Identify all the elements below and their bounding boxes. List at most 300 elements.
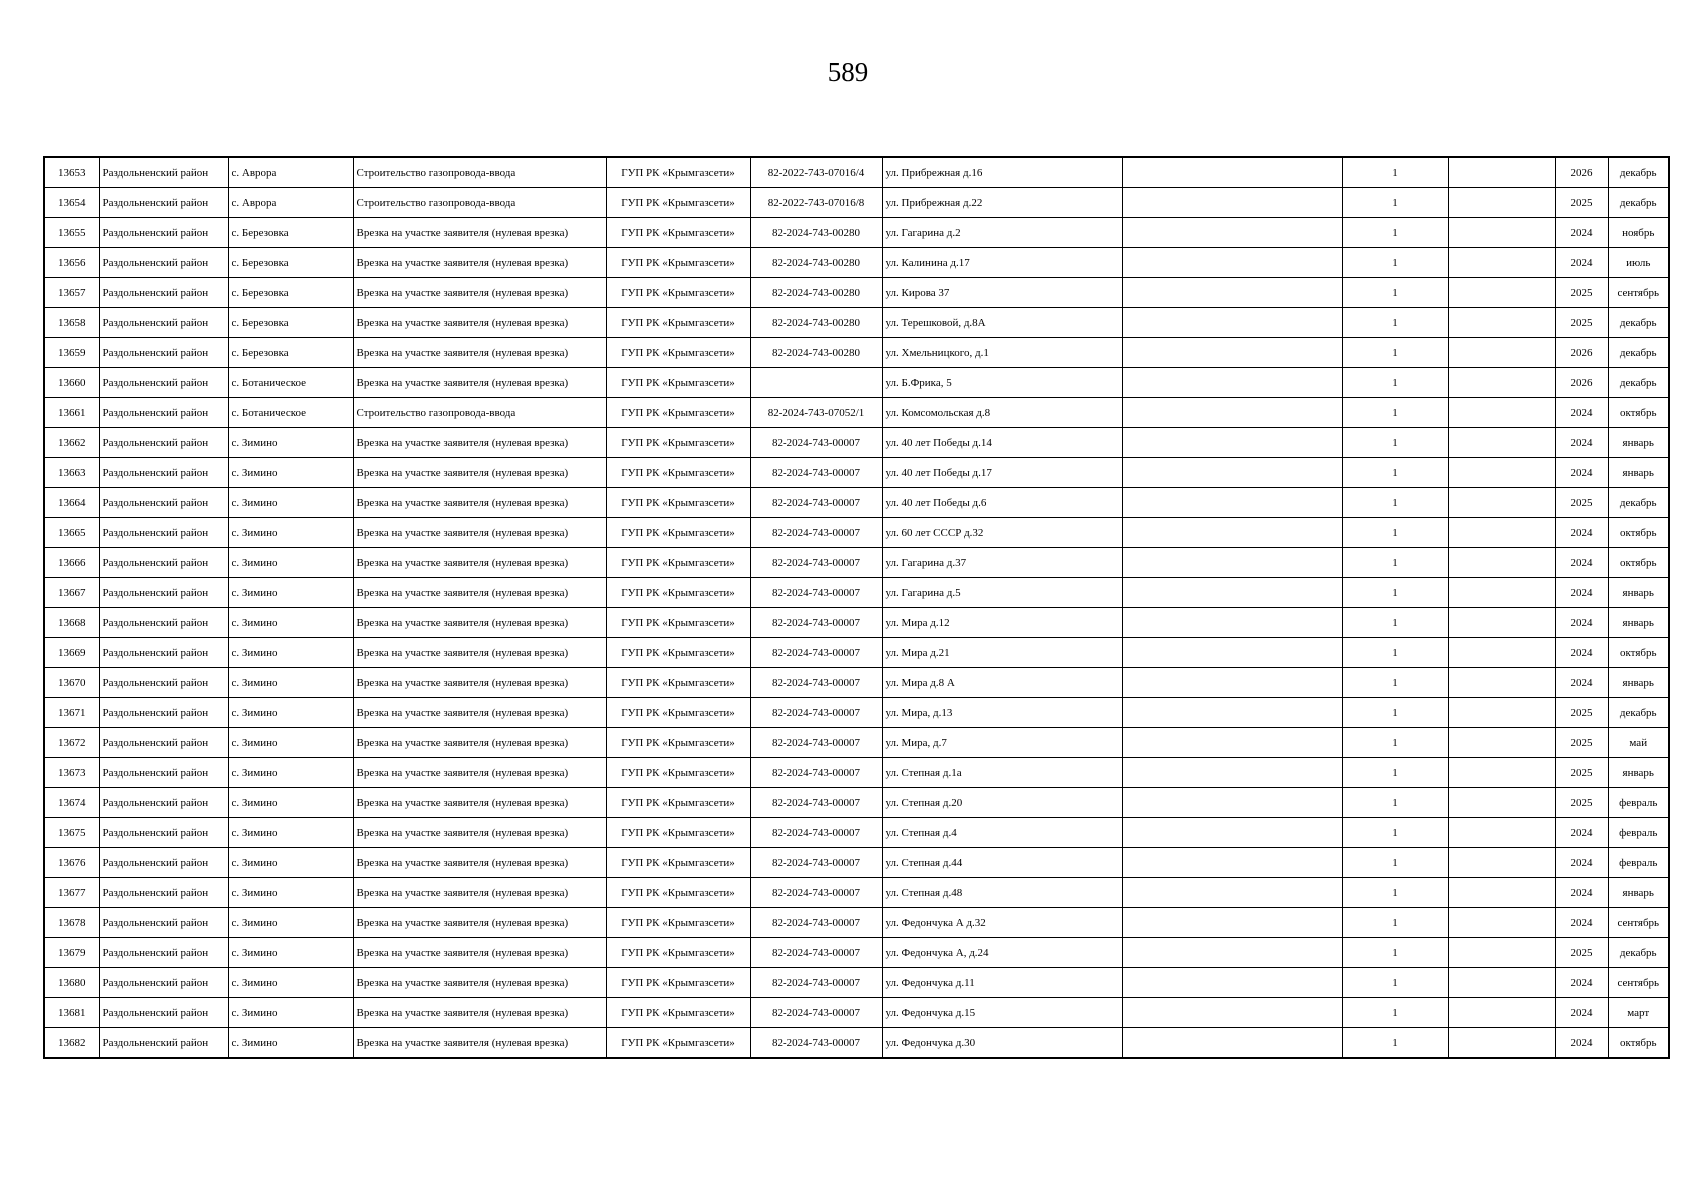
cell-year: 2024	[1555, 218, 1608, 248]
cell-work-type: Врезка на участке заявителя (нулевая врезка)	[353, 608, 606, 638]
cell-request-code: 82-2024-743-00007	[750, 428, 882, 458]
cell-organization: ГУП РК «Крымгазсети»	[606, 998, 750, 1028]
cell-settlement: с. Зимино	[228, 428, 353, 458]
page-number: 589	[827, 57, 869, 87]
cell-number: 13669	[44, 638, 99, 668]
cell-organization: ГУП РК «Крымгазсети»	[606, 578, 750, 608]
cell-work-type: Врезка на участке заявителя (нулевая врезка)	[353, 308, 606, 338]
table-row	[44, 398, 1669, 428]
cell-address: ул. Гагарина д.37	[882, 548, 1122, 578]
cell-month: март	[1608, 998, 1669, 1028]
cell-address: ул. 60 лет СССР д.32	[882, 518, 1122, 548]
cell-organization: ГУП РК «Крымгазсети»	[606, 157, 750, 188]
cell-empty	[1122, 728, 1342, 758]
cell-settlement: с. Зимино	[228, 1028, 353, 1059]
cell-settlement: с. Ботаническое	[228, 368, 353, 398]
cell-district: Раздольненский район	[99, 338, 228, 368]
cell-quantity: 1	[1342, 338, 1448, 368]
cell-work-type: Врезка на участке заявителя (нулевая врезка)	[353, 428, 606, 458]
cell-month: октябрь	[1608, 398, 1669, 428]
cell-year: 2024	[1555, 908, 1608, 938]
cell-empty	[1122, 458, 1342, 488]
cell-empty	[1448, 698, 1555, 728]
cell-year: 2024	[1555, 518, 1608, 548]
cell-empty	[1448, 308, 1555, 338]
cell-settlement: с. Березовка	[228, 218, 353, 248]
cell-request-code: 82-2024-743-00007	[750, 488, 882, 518]
cell-request-code: 82-2024-743-00007	[750, 518, 882, 548]
cell-number: 13681	[44, 998, 99, 1028]
cell-request-code: 82-2024-743-00007	[750, 638, 882, 668]
cell-month: декабрь	[1608, 698, 1669, 728]
table-row	[44, 1028, 1669, 1059]
cell-quantity: 1	[1342, 1028, 1448, 1059]
cell-empty	[1448, 788, 1555, 818]
cell-settlement: с. Аврора	[228, 188, 353, 218]
cell-request-code: 82-2024-743-00007	[750, 1028, 882, 1059]
cell-work-type: Врезка на участке заявителя (нулевая врезка)	[353, 668, 606, 698]
cell-settlement: с. Зимино	[228, 938, 353, 968]
cell-work-type: Врезка на участке заявителя (нулевая врезка)	[353, 338, 606, 368]
cell-number: 13666	[44, 548, 99, 578]
cell-empty	[1448, 1028, 1555, 1059]
cell-address: ул. Мира, д.7	[882, 728, 1122, 758]
cell-number: 13672	[44, 728, 99, 758]
cell-settlement: с. Зимино	[228, 488, 353, 518]
cell-request-code: 82-2024-743-00280	[750, 338, 882, 368]
table-row	[44, 248, 1669, 278]
cell-organization: ГУП РК «Крымгазсети»	[606, 848, 750, 878]
cell-month: январь	[1608, 458, 1669, 488]
table-row	[44, 788, 1669, 818]
cell-year: 2024	[1555, 1028, 1608, 1059]
cell-request-code: 82-2024-743-00007	[750, 758, 882, 788]
cell-number: 13661	[44, 398, 99, 428]
cell-empty	[1122, 698, 1342, 728]
cell-month: октябрь	[1608, 638, 1669, 668]
cell-number: 13678	[44, 908, 99, 938]
table-body	[44, 157, 1669, 1058]
cell-organization: ГУП РК «Крымгазсети»	[606, 938, 750, 968]
cell-district: Раздольненский район	[99, 188, 228, 218]
cell-empty	[1448, 188, 1555, 218]
cell-year: 2025	[1555, 698, 1608, 728]
cell-quantity: 1	[1342, 878, 1448, 908]
gas-connection-table	[43, 156, 1670, 1059]
cell-empty	[1122, 938, 1342, 968]
cell-work-type: Врезка на участке заявителя (нулевая врезка)	[353, 578, 606, 608]
cell-empty	[1122, 308, 1342, 338]
cell-address: ул. Прибрежная д.16	[882, 157, 1122, 188]
cell-request-code: 82-2024-743-00007	[750, 998, 882, 1028]
cell-address: ул. Федончука А, д.24	[882, 938, 1122, 968]
cell-empty	[1122, 668, 1342, 698]
table-row	[44, 998, 1669, 1028]
cell-settlement: с. Зимино	[228, 608, 353, 638]
cell-district: Раздольненский район	[99, 698, 228, 728]
table-row	[44, 668, 1669, 698]
cell-address: ул. Прибрежная д.22	[882, 188, 1122, 218]
cell-organization: ГУП РК «Крымгазсети»	[606, 788, 750, 818]
cell-number: 13667	[44, 578, 99, 608]
cell-number: 13659	[44, 338, 99, 368]
cell-work-type: Врезка на участке заявителя (нулевая врезка)	[353, 698, 606, 728]
cell-empty	[1122, 638, 1342, 668]
cell-organization: ГУП РК «Крымгазсети»	[606, 518, 750, 548]
cell-organization: ГУП РК «Крымгазсети»	[606, 458, 750, 488]
cell-empty	[1448, 578, 1555, 608]
cell-organization: ГУП РК «Крымгазсети»	[606, 968, 750, 998]
cell-settlement: с. Ботаническое	[228, 398, 353, 428]
cell-month: декабрь	[1608, 157, 1669, 188]
cell-year: 2024	[1555, 578, 1608, 608]
cell-district: Раздольненский район	[99, 938, 228, 968]
table-row	[44, 338, 1669, 368]
cell-year: 2024	[1555, 248, 1608, 278]
cell-empty	[1448, 758, 1555, 788]
cell-quantity: 1	[1342, 548, 1448, 578]
cell-month: июль	[1608, 248, 1669, 278]
cell-empty	[1122, 518, 1342, 548]
cell-number: 13670	[44, 668, 99, 698]
cell-district: Раздольненский район	[99, 608, 228, 638]
cell-year: 2025	[1555, 788, 1608, 818]
cell-organization: ГУП РК «Крымгазсети»	[606, 428, 750, 458]
cell-settlement: с. Березовка	[228, 338, 353, 368]
cell-request-code: 82-2024-743-00007	[750, 668, 882, 698]
cell-organization: ГУП РК «Крымгазсети»	[606, 908, 750, 938]
cell-settlement: с. Березовка	[228, 248, 353, 278]
cell-settlement: с. Зимино	[228, 518, 353, 548]
cell-quantity: 1	[1342, 458, 1448, 488]
cell-organization: ГУП РК «Крымгазсети»	[606, 548, 750, 578]
cell-settlement: с. Зимино	[228, 848, 353, 878]
table-row	[44, 458, 1669, 488]
cell-month: февраль	[1608, 788, 1669, 818]
table-row	[44, 968, 1669, 998]
cell-work-type: Врезка на участке заявителя (нулевая врезка)	[353, 968, 606, 998]
cell-empty	[1448, 368, 1555, 398]
cell-empty	[1122, 1028, 1342, 1059]
cell-district: Раздольненский район	[99, 998, 228, 1028]
cell-district: Раздольненский район	[99, 638, 228, 668]
cell-work-type: Врезка на участке заявителя (нулевая врезка)	[353, 248, 606, 278]
cell-organization: ГУП РК «Крымгазсети»	[606, 488, 750, 518]
cell-organization: ГУП РК «Крымгазсети»	[606, 638, 750, 668]
cell-month: сентябрь	[1608, 278, 1669, 308]
cell-organization: ГУП РК «Крымгазсети»	[606, 728, 750, 758]
cell-quantity: 1	[1342, 278, 1448, 308]
cell-address: ул. Степная д.20	[882, 788, 1122, 818]
cell-quantity: 1	[1342, 938, 1448, 968]
cell-number: 13654	[44, 188, 99, 218]
cell-request-code: 82-2024-743-00007	[750, 878, 882, 908]
cell-district: Раздольненский район	[99, 728, 228, 758]
table-row	[44, 818, 1669, 848]
cell-district: Раздольненский район	[99, 428, 228, 458]
cell-address: ул. Федончука д.15	[882, 998, 1122, 1028]
cell-settlement: с. Зимино	[228, 638, 353, 668]
cell-quantity: 1	[1342, 368, 1448, 398]
table-row	[44, 698, 1669, 728]
cell-address: ул. Комсомольская д.8	[882, 398, 1122, 428]
cell-empty	[1448, 908, 1555, 938]
cell-year: 2025	[1555, 278, 1608, 308]
cell-month: январь	[1608, 878, 1669, 908]
cell-empty	[1122, 428, 1342, 458]
cell-work-type: Строительство газопровода-ввода	[353, 398, 606, 428]
cell-number: 13658	[44, 308, 99, 338]
cell-month: октябрь	[1608, 548, 1669, 578]
cell-district: Раздольненский район	[99, 878, 228, 908]
cell-district: Раздольненский район	[99, 368, 228, 398]
cell-organization: ГУП РК «Крымгазсети»	[606, 368, 750, 398]
cell-number: 13657	[44, 278, 99, 308]
cell-quantity: 1	[1342, 488, 1448, 518]
cell-empty	[1448, 848, 1555, 878]
cell-empty	[1122, 908, 1342, 938]
cell-address: ул. Мира д.8 А	[882, 668, 1122, 698]
cell-empty	[1448, 608, 1555, 638]
cell-work-type: Врезка на участке заявителя (нулевая врезка)	[353, 788, 606, 818]
cell-number: 13653	[44, 157, 99, 188]
cell-year: 2024	[1555, 458, 1608, 488]
cell-number: 13655	[44, 218, 99, 248]
table-row	[44, 188, 1669, 218]
cell-work-type: Врезка на участке заявителя (нулевая врезка)	[353, 938, 606, 968]
cell-work-type: Врезка на участке заявителя (нулевая врезка)	[353, 848, 606, 878]
cell-request-code: 82-2024-743-00007	[750, 728, 882, 758]
cell-request-code: 82-2024-743-00007	[750, 578, 882, 608]
cell-year: 2024	[1555, 638, 1608, 668]
cell-district: Раздольненский район	[99, 157, 228, 188]
cell-empty	[1122, 368, 1342, 398]
cell-empty	[1122, 968, 1342, 998]
cell-settlement: с. Зимино	[228, 758, 353, 788]
cell-request-code: 82-2024-743-00007	[750, 788, 882, 818]
table-row	[44, 157, 1669, 188]
cell-work-type: Врезка на участке заявителя (нулевая врезка)	[353, 818, 606, 848]
cell-quantity: 1	[1342, 818, 1448, 848]
cell-work-type: Врезка на участке заявителя (нулевая врезка)	[353, 518, 606, 548]
cell-district: Раздольненский район	[99, 518, 228, 548]
cell-year: 2025	[1555, 308, 1608, 338]
cell-organization: ГУП РК «Крымгазсети»	[606, 1028, 750, 1059]
cell-empty	[1122, 188, 1342, 218]
cell-month: январь	[1608, 668, 1669, 698]
cell-year: 2024	[1555, 608, 1608, 638]
cell-district: Раздольненский район	[99, 818, 228, 848]
cell-district: Раздольненский район	[99, 968, 228, 998]
cell-work-type: Врезка на участке заявителя (нулевая врезка)	[353, 278, 606, 308]
cell-empty	[1448, 248, 1555, 278]
cell-year: 2024	[1555, 848, 1608, 878]
table-row	[44, 608, 1669, 638]
cell-organization: ГУП РК «Крымгазсети»	[606, 818, 750, 848]
cell-district: Раздольненский район	[99, 488, 228, 518]
cell-empty	[1122, 878, 1342, 908]
cell-organization: ГУП РК «Крымгазсети»	[606, 878, 750, 908]
cell-empty	[1448, 938, 1555, 968]
cell-quantity: 1	[1342, 968, 1448, 998]
cell-month: ноябрь	[1608, 218, 1669, 248]
cell-work-type: Врезка на участке заявителя (нулевая врезка)	[353, 1028, 606, 1059]
cell-month: декабрь	[1608, 368, 1669, 398]
cell-empty	[1122, 848, 1342, 878]
cell-quantity: 1	[1342, 908, 1448, 938]
cell-quantity: 1	[1342, 758, 1448, 788]
cell-empty	[1122, 758, 1342, 788]
cell-district: Раздольненский район	[99, 458, 228, 488]
cell-quantity: 1	[1342, 788, 1448, 818]
cell-request-code: 82-2024-743-00007	[750, 848, 882, 878]
cell-empty	[1122, 248, 1342, 278]
cell-empty	[1448, 818, 1555, 848]
cell-number: 13656	[44, 248, 99, 278]
cell-district: Раздольненский район	[99, 548, 228, 578]
cell-address: ул. Терешковой, д.8А	[882, 308, 1122, 338]
cell-empty	[1448, 728, 1555, 758]
cell-quantity: 1	[1342, 728, 1448, 758]
cell-work-type: Врезка на участке заявителя (нулевая врезка)	[353, 908, 606, 938]
cell-month: январь	[1608, 608, 1669, 638]
cell-year: 2024	[1555, 998, 1608, 1028]
cell-empty	[1448, 998, 1555, 1028]
cell-quantity: 1	[1342, 848, 1448, 878]
cell-district: Раздольненский район	[99, 668, 228, 698]
cell-empty	[1448, 458, 1555, 488]
cell-empty	[1448, 878, 1555, 908]
cell-quantity: 1	[1342, 698, 1448, 728]
cell-work-type: Строительство газопровода-ввода	[353, 157, 606, 188]
cell-year: 2025	[1555, 728, 1608, 758]
cell-quantity: 1	[1342, 308, 1448, 338]
cell-district: Раздольненский район	[99, 308, 228, 338]
cell-empty	[1122, 818, 1342, 848]
cell-organization: ГУП РК «Крымгазсети»	[606, 188, 750, 218]
cell-number: 13673	[44, 758, 99, 788]
cell-address: ул. Степная д.4	[882, 818, 1122, 848]
cell-year: 2026	[1555, 368, 1608, 398]
cell-settlement: с. Березовка	[228, 308, 353, 338]
cell-address: ул. 40 лет Победы д.14	[882, 428, 1122, 458]
table-row	[44, 938, 1669, 968]
cell-work-type: Врезка на участке заявителя (нулевая врезка)	[353, 368, 606, 398]
cell-settlement: с. Зимино	[228, 818, 353, 848]
cell-request-code: 82-2024-743-00007	[750, 968, 882, 998]
cell-settlement: с. Зимино	[228, 698, 353, 728]
cell-year: 2024	[1555, 548, 1608, 578]
cell-year: 2024	[1555, 818, 1608, 848]
cell-address: ул. Гагарина д.2	[882, 218, 1122, 248]
cell-quantity: 1	[1342, 157, 1448, 188]
cell-request-code: 82-2024-743-00007	[750, 818, 882, 848]
cell-settlement: с. Зимино	[228, 878, 353, 908]
cell-year: 2024	[1555, 668, 1608, 698]
cell-month: январь	[1608, 428, 1669, 458]
cell-empty	[1448, 518, 1555, 548]
cell-number: 13679	[44, 938, 99, 968]
cell-empty	[1448, 398, 1555, 428]
cell-request-code: 82-2024-743-00007	[750, 938, 882, 968]
cell-organization: ГУП РК «Крымгазсети»	[606, 668, 750, 698]
cell-request-code: 82-2024-743-00280	[750, 218, 882, 248]
cell-year: 2025	[1555, 488, 1608, 518]
cell-month: январь	[1608, 578, 1669, 608]
cell-request-code: 82-2022-743-07016/4	[750, 157, 882, 188]
cell-number: 13662	[44, 428, 99, 458]
cell-empty	[1122, 578, 1342, 608]
table-row	[44, 488, 1669, 518]
cell-empty	[1122, 788, 1342, 818]
cell-work-type: Строительство газопровода-ввода	[353, 188, 606, 218]
cell-address: ул. 40 лет Победы д.6	[882, 488, 1122, 518]
cell-organization: ГУП РК «Крымгазсети»	[606, 248, 750, 278]
cell-empty	[1122, 488, 1342, 518]
cell-work-type: Врезка на участке заявителя (нулевая врезка)	[353, 548, 606, 578]
cell-month: октябрь	[1608, 518, 1669, 548]
table-row	[44, 878, 1669, 908]
cell-month: декабрь	[1608, 338, 1669, 368]
cell-address: ул. Степная д.48	[882, 878, 1122, 908]
cell-quantity: 1	[1342, 188, 1448, 218]
cell-district: Раздольненский район	[99, 248, 228, 278]
cell-month: октябрь	[1608, 1028, 1669, 1059]
cell-number: 13664	[44, 488, 99, 518]
cell-quantity: 1	[1342, 398, 1448, 428]
cell-work-type: Врезка на участке заявителя (нулевая врезка)	[353, 458, 606, 488]
cell-organization: ГУП РК «Крымгазсети»	[606, 608, 750, 638]
table-row	[44, 368, 1669, 398]
cell-address: ул. Калинина д.17	[882, 248, 1122, 278]
cell-address: ул. Федончука д.11	[882, 968, 1122, 998]
cell-number: 13675	[44, 818, 99, 848]
cell-settlement: с. Зимино	[228, 908, 353, 938]
cell-empty	[1448, 278, 1555, 308]
cell-month: февраль	[1608, 848, 1669, 878]
cell-work-type: Врезка на участке заявителя (нулевая врезка)	[353, 878, 606, 908]
cell-number: 13676	[44, 848, 99, 878]
cell-month: февраль	[1608, 818, 1669, 848]
cell-settlement: с. Зимино	[228, 578, 353, 608]
cell-empty	[1448, 668, 1555, 698]
cell-work-type: Врезка на участке заявителя (нулевая врезка)	[353, 998, 606, 1028]
cell-quantity: 1	[1342, 608, 1448, 638]
cell-settlement: с. Зимино	[228, 458, 353, 488]
cell-organization: ГУП РК «Крымгазсети»	[606, 218, 750, 248]
cell-organization: ГУП РК «Крымгазсети»	[606, 278, 750, 308]
cell-district: Раздольненский район	[99, 758, 228, 788]
cell-quantity: 1	[1342, 998, 1448, 1028]
cell-quantity: 1	[1342, 638, 1448, 668]
cell-empty	[1122, 278, 1342, 308]
cell-quantity: 1	[1342, 248, 1448, 278]
cell-month: сентябрь	[1608, 968, 1669, 998]
cell-request-code: 82-2024-743-00007	[750, 608, 882, 638]
cell-empty	[1122, 548, 1342, 578]
cell-work-type: Врезка на участке заявителя (нулевая врезка)	[353, 638, 606, 668]
cell-work-type: Врезка на участке заявителя (нулевая врезка)	[353, 728, 606, 758]
table-row	[44, 758, 1669, 788]
cell-request-code	[750, 368, 882, 398]
cell-address: ул. Хмельницкого, д.1	[882, 338, 1122, 368]
cell-address: ул. Кирова 37	[882, 278, 1122, 308]
cell-work-type: Врезка на участке заявителя (нулевая врезка)	[353, 758, 606, 788]
cell-district: Раздольненский район	[99, 398, 228, 428]
cell-number: 13680	[44, 968, 99, 998]
cell-request-code: 82-2024-743-00007	[750, 698, 882, 728]
cell-year: 2024	[1555, 398, 1608, 428]
